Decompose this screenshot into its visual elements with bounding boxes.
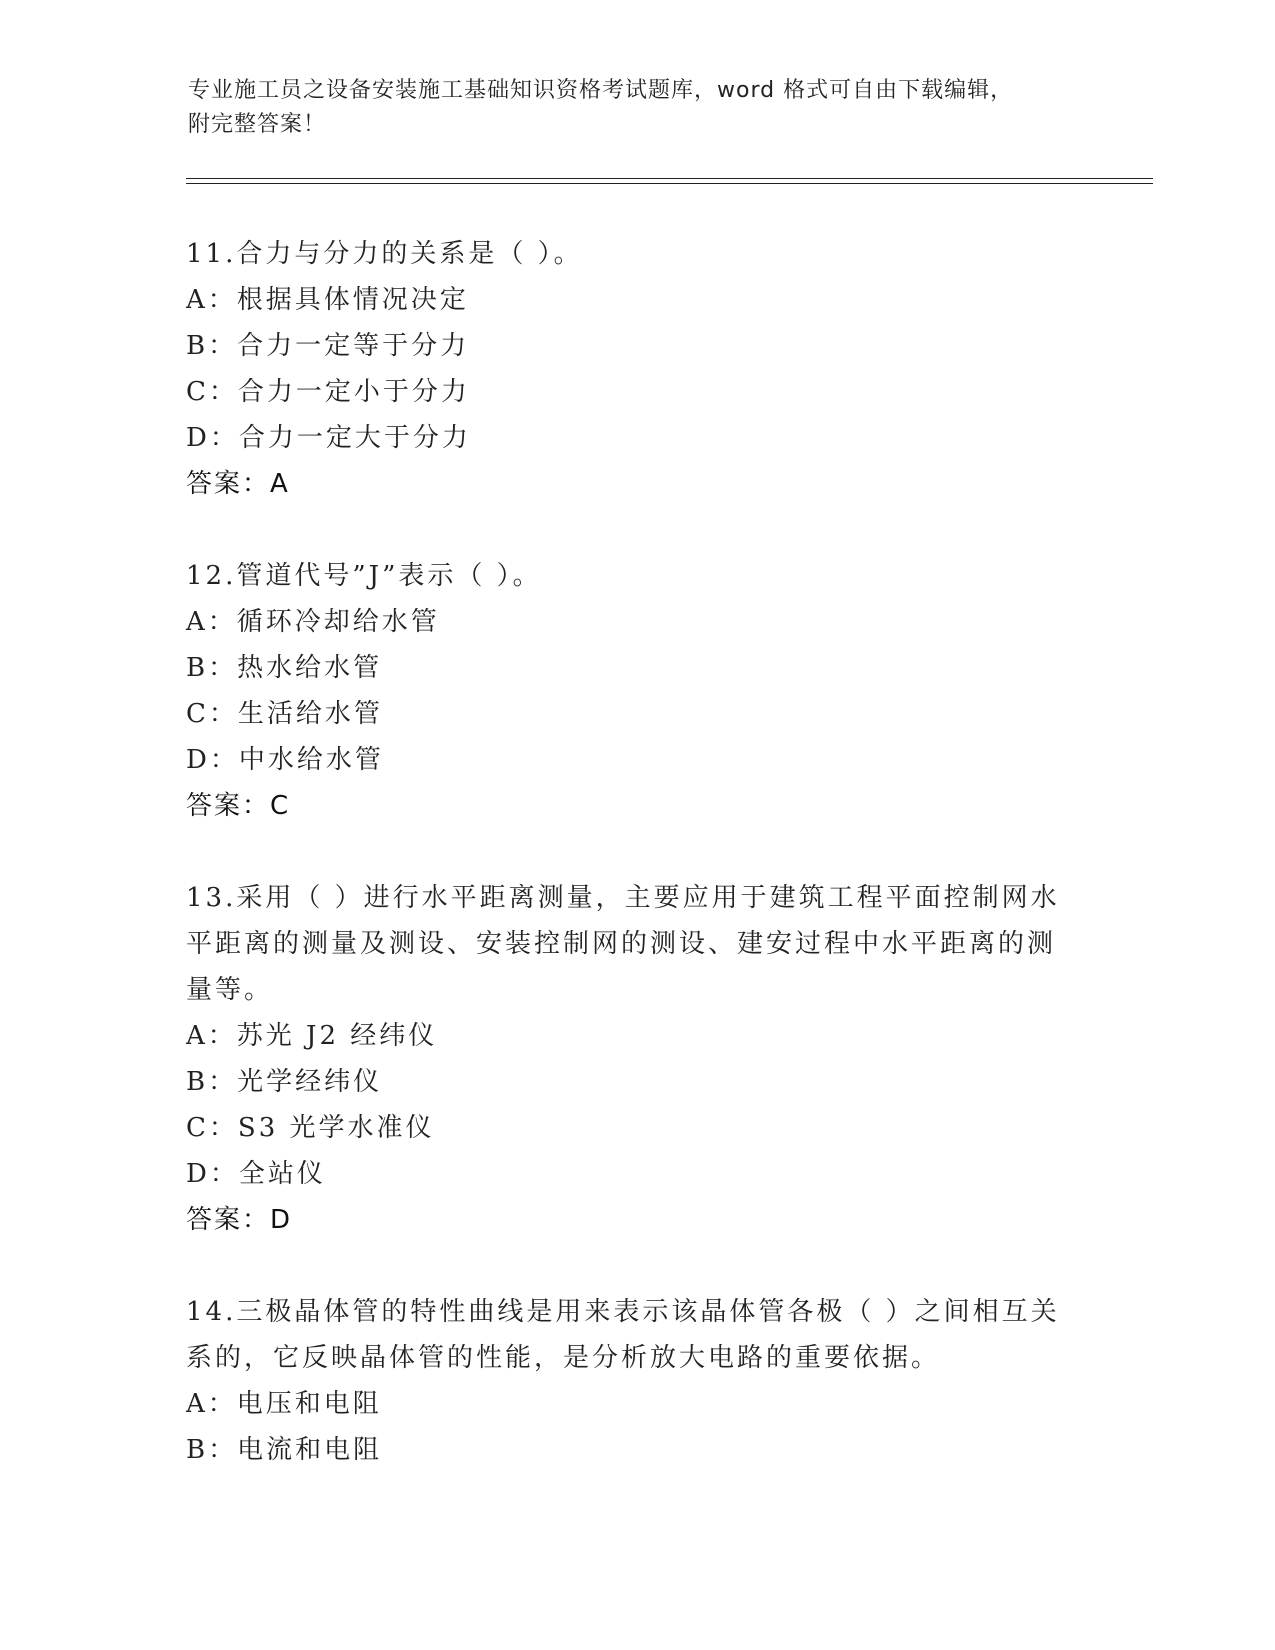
question-block <box>186 553 1086 829</box>
question-stem-line: 12.管道代号”J”表示（ ）。 <box>186 561 542 591</box>
question-stem-line: 平距离的测量及测设、安装控制网的测设、建安过程中水平距离的测 <box>186 929 1057 959</box>
option-item: C：合力一定小于分力 <box>186 377 470 407</box>
answer-line: 答案：D <box>186 1205 293 1235</box>
header-line-2: 附完整答案！ <box>188 112 327 137</box>
header-line-1: 专业施工员之设备安装施工基础知识资格考试题库，word 格式可自由下载编辑， <box>188 78 1014 103</box>
header-divider-bottom <box>186 183 1153 184</box>
option-item: C：生活给水管 <box>186 699 383 729</box>
answer-line: 答案：A <box>186 469 290 499</box>
option-item: D：合力一定大于分力 <box>186 423 471 453</box>
answer-line: 答案：C <box>186 791 291 821</box>
question-block <box>186 1289 1086 1473</box>
question-stem-line: 14.三极晶体管的特性曲线是用来表示该晶体管各极（ ）之间相互关 <box>186 1297 1060 1327</box>
question-block <box>186 231 1086 507</box>
question-stem-line: 量等。 <box>186 975 274 1005</box>
question-stem-line: 13.采用（ ）进行水平距离测量，主要应用于建筑工程平面控制网水 <box>186 883 1060 913</box>
option-item: B：合力一定等于分力 <box>186 331 470 361</box>
question-block <box>186 875 1086 1243</box>
option-item: A：循环冷却给水管 <box>186 607 440 637</box>
question-stem-line: 系的，它反映晶体管的性能，是分析放大电路的重要依据。 <box>186 1343 941 1373</box>
option-item: A：根据具体情况决定 <box>186 285 469 315</box>
option-item: A：苏光 J2 经纬仪 <box>186 1021 438 1051</box>
option-item: B：光学经纬仪 <box>186 1067 383 1097</box>
header-divider-top <box>186 178 1153 179</box>
option-item: B：电流和电阻 <box>186 1435 383 1465</box>
question-list <box>186 231 1086 1519</box>
document-header <box>188 74 1068 142</box>
question-stem-line: 11.合力与分力的关系是（ ）。 <box>186 239 583 269</box>
option-item: C：S3 光学水准仪 <box>186 1113 435 1143</box>
option-item: A：电压和电阻 <box>186 1389 382 1419</box>
option-item: B：热水给水管 <box>186 653 383 683</box>
option-item: D：全站仪 <box>186 1159 326 1189</box>
option-item: D：中水给水管 <box>186 745 384 775</box>
